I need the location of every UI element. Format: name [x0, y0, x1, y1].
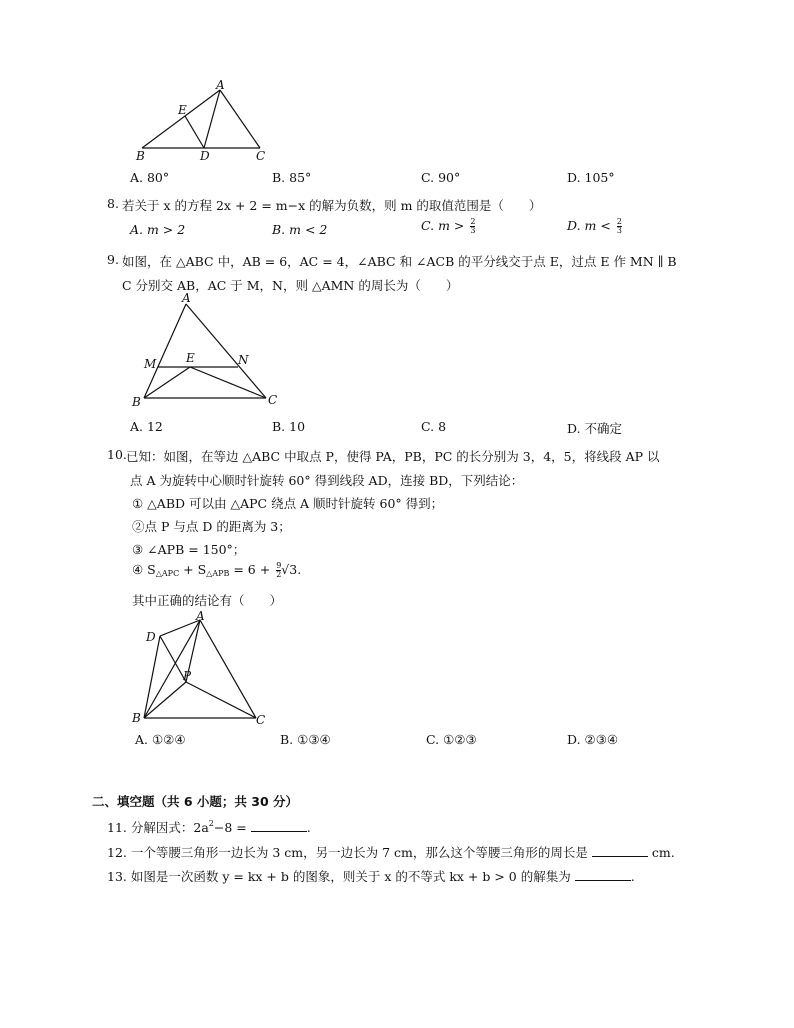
q10-label-a: A: [196, 609, 205, 623]
q7-label-a: A: [216, 78, 225, 92]
q7-label-b: B: [136, 149, 145, 163]
q8-option-b: B. m < 2: [272, 222, 328, 237]
q8-option-c-fraction: $\frac{2}{3}$: [470, 217, 476, 235]
q9-option-d: D. 不确定: [567, 421, 623, 436]
q12-answer-blank[interactable]: [592, 844, 648, 857]
q10-label-c: C: [256, 713, 266, 727]
q7-option-d: D. 105°: [567, 170, 615, 185]
q9-label-n: N: [238, 353, 249, 367]
q10-triangle-figure: [128, 608, 278, 730]
q7-label-d: D: [200, 149, 210, 163]
q13-number: 13.: [107, 869, 127, 884]
q12-line: 12. 一个等腰三角形一边长为 3 cm，另一边长为 7 cm，那么这个等腰三角形的周长是 cm.: [107, 845, 675, 860]
q8-option-a: A. m > 2: [130, 222, 186, 237]
q9-stem-line1: 如图，在 △ABC 中，AB = 6，AC = 4，∠ABC 和 ∠ACB 的平分线交于点 E，过点 E 作 MN ∥ B: [122, 254, 677, 269]
q11-text: 分解因式：2a: [130, 820, 209, 835]
q10-conclusion-4: ④ $S_{\triangle APC} + S_{\triangle APB} = 6$ + $\frac{9}{2}$ √3.: [132, 561, 302, 579]
q7-label-e: E: [178, 103, 187, 117]
q8-option-d-fraction: $\frac{2}{3}$: [616, 217, 622, 235]
q10-number: 10.: [107, 447, 127, 462]
q9-option-a: A. 12: [130, 419, 163, 434]
q10-conclusion-1: ① △ABD 可以由 △APC 绕点 A 顺时针旋转 60° 得到；: [132, 496, 444, 511]
q10-label-p: P: [183, 669, 192, 683]
q10-conclusion-2: ②点 P 与点 D 的距离为 3；: [132, 519, 291, 534]
q8-option-d: D. m <: [567, 218, 611, 233]
q9-stem-line2: C 分别交 AB，AC 于 M，N，则 △AMN 的周长为（ ）: [122, 278, 459, 293]
q8-option-c-wrap: [421, 218, 475, 235]
q13-answer-blank[interactable]: [575, 868, 631, 881]
q11-line: 11. 分解因式：$2a^2-8$ = .: [107, 819, 311, 835]
q7-option-b: B. 85°: [272, 170, 312, 185]
q10-ask: 其中正确的结论有（ ）: [132, 593, 283, 608]
q7-triangle-figure: [130, 78, 280, 164]
q8-option-d-wrap: [567, 218, 622, 235]
q10-option-c: C. ①②③: [426, 732, 477, 747]
q7-option-a: A. 80°: [130, 170, 170, 185]
q9-option-b: B. 10: [272, 419, 306, 434]
q12-number: 12.: [107, 845, 127, 860]
q9-label-b: B: [132, 395, 141, 409]
q9-option-c: C. 8: [421, 419, 447, 434]
q11-number: 11.: [107, 820, 127, 835]
q10-conclusion-3: ③ ∠APB = 150°；: [132, 542, 246, 557]
q10-option-d: D. ②③④: [567, 732, 619, 747]
q10-label-d: D: [146, 630, 156, 644]
q13-text: 如图是一次函数 y = kx + b 的图象，则关于 x 的不等式 kx + b > 0 的解集为: [130, 869, 571, 884]
q9-number: 9.: [107, 252, 119, 267]
q7-option-c: C. 90°: [421, 170, 461, 185]
q9-label-a: A: [182, 292, 191, 305]
q7-label-c: C: [256, 149, 266, 163]
q10-option-a: A. ①②④: [135, 732, 186, 747]
q13-line: 13. 如图是一次函数 y = kx + b 的图象，则关于 x 的不等式 kx + b > 0 的解集为 .: [107, 869, 635, 884]
q11-answer-blank[interactable]: [251, 819, 307, 832]
q10-option-b: B. ①③④: [280, 732, 331, 747]
q9-label-c: C: [268, 393, 278, 407]
q9-label-m: M: [144, 357, 157, 371]
q12-text: 一个等腰三角形一边长为 3 cm，另一边长为 7 cm，那么这个等腰三角形的周长是: [130, 845, 588, 860]
q8-number: 8.: [107, 196, 119, 211]
q8-option-c: C. m >: [421, 218, 465, 233]
q10-label-b: B: [132, 711, 141, 725]
q9-triangle-figure: [128, 292, 288, 410]
section2-title: 二、填空题（共 6 小题；共 30 分）: [92, 794, 299, 809]
q8-stem: 若关于 x 的方程 2x + 2 = m−x 的解为负数，则 m 的取值范围是（ ）: [122, 198, 542, 213]
q10-stem-line1: 已知：如图，在等边 △ABC 中取点 P，使得 PA，PB，PC 的长分别为 3，4，5，将线段 AP 以: [126, 449, 660, 464]
q10-fraction: $\frac{9}{2}$: [276, 561, 282, 579]
q10-stem-line2: 点 A 为旋转中心顺时针旋转 60° 得到线段 AD，连接 BD，下列结论：: [130, 473, 524, 488]
q9-label-e: E: [186, 351, 195, 365]
